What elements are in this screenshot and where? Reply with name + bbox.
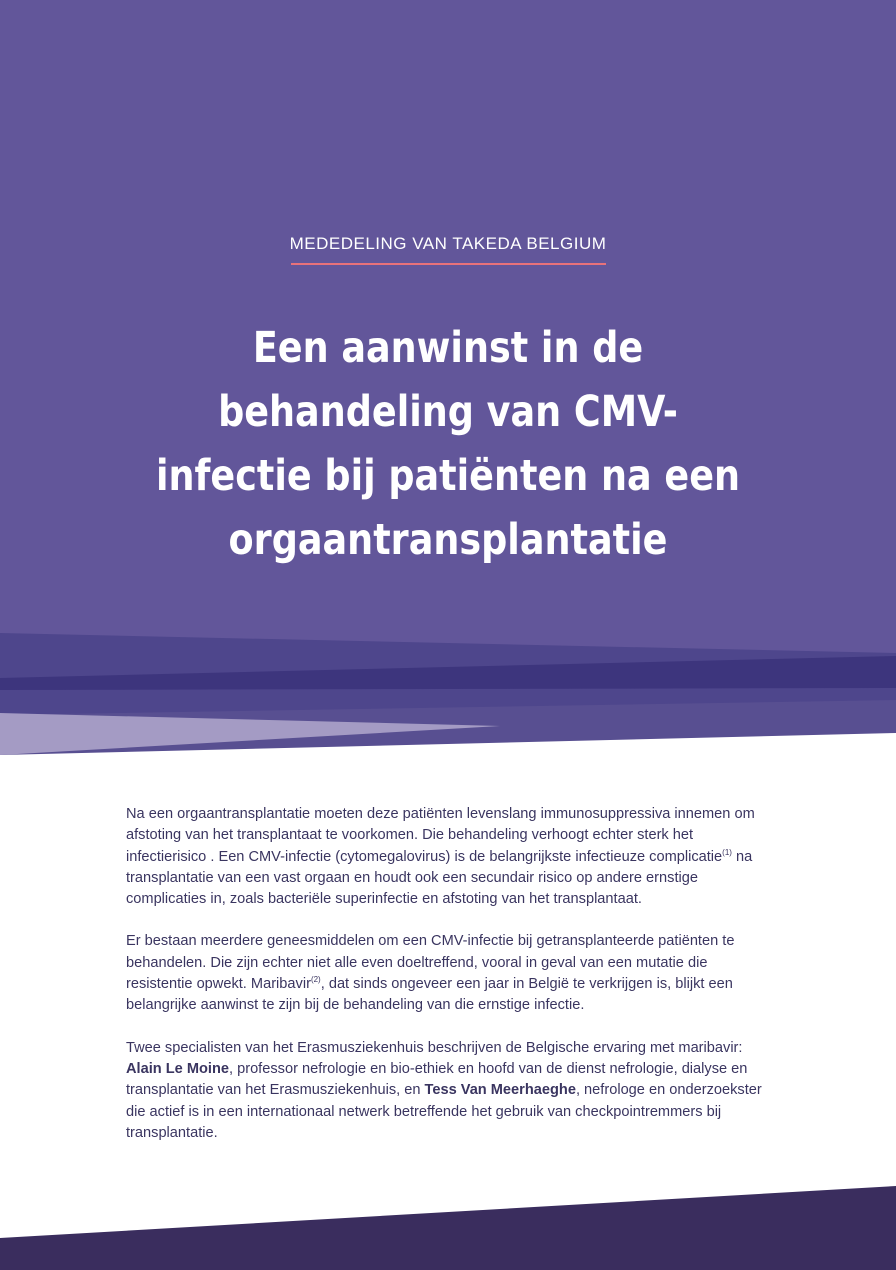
paragraph-1-text: Na een orgaantransplantatie moeten deze patiënten levenslang immunosuppressiva innemen om afstoting van het transplantaat te voorkomen. Die behandeling verhoogt echter sterk het infectierisico . Een CMV-infectie (cytomegalovirus) is de belangrijkste infectieuze complicatie [126, 806, 755, 865]
reference-1: (1) [722, 847, 732, 857]
paragraph-2-text: Er bestaan meerdere geneesmiddelen om een CMV-infectie bij getransplanteerde patiënten te behandelen. Die zijn echter niet alle even doeltreffend, vooral in geval van een mutatie die resistentie opwekt. Maribavir [126, 933, 735, 993]
paragraph-3-end: , nefrologe en onderzoekster die actief is in een internationaal netwerk betreffende het gebruik van checkpointremmers bij transplantatie. [126, 1082, 762, 1141]
article-title: Een aanwinst in de behandeling van CMV-infectie bij patiënten na een orgaantransplantatie [155, 323, 741, 565]
kicker-label: MEDEDELING VAN TAKEDA BELGIUM [289, 234, 607, 253]
paragraph-3 [126, 1038, 774, 1144]
specialist-name-2: Tess Van Meerhaeghe [424, 1082, 576, 1099]
paragraph-1 [126, 804, 774, 910]
paragraph-3-mid: , professor nefrologie en bio-ethiek en hoofd van de dienst nefrologie, dialyse en transplantatie van het Erasmusziekenhuis, en [126, 1060, 748, 1099]
reference-2: (2) [310, 975, 321, 985]
paragraph-2 [126, 931, 774, 1016]
paragraph-1-text-end: na transplantatie van een vast orgaan en houdt ook een secundair risico op andere ernstige complicaties in, zoals bacteriële superinfectie en afstoting van het transplantaat. [126, 848, 753, 908]
kicker-underline [291, 263, 606, 265]
paragraph-2-text-end: , dat sinds ongeveer een jaar in België te verkrijgen is, blijkt een belangrijke aanwinst te zijn bij de behandeling van die ernstige infectie. [126, 976, 733, 1014]
footer-band [0, 1186, 896, 1270]
specialist-name-1: Alain Le Moine [126, 1060, 229, 1077]
paragraph-3-intro: Twee specialisten van het Erasmusziekenhuis beschrijven de Belgische ervaring met maribavir: [126, 1039, 743, 1056]
article-body [126, 804, 774, 1165]
